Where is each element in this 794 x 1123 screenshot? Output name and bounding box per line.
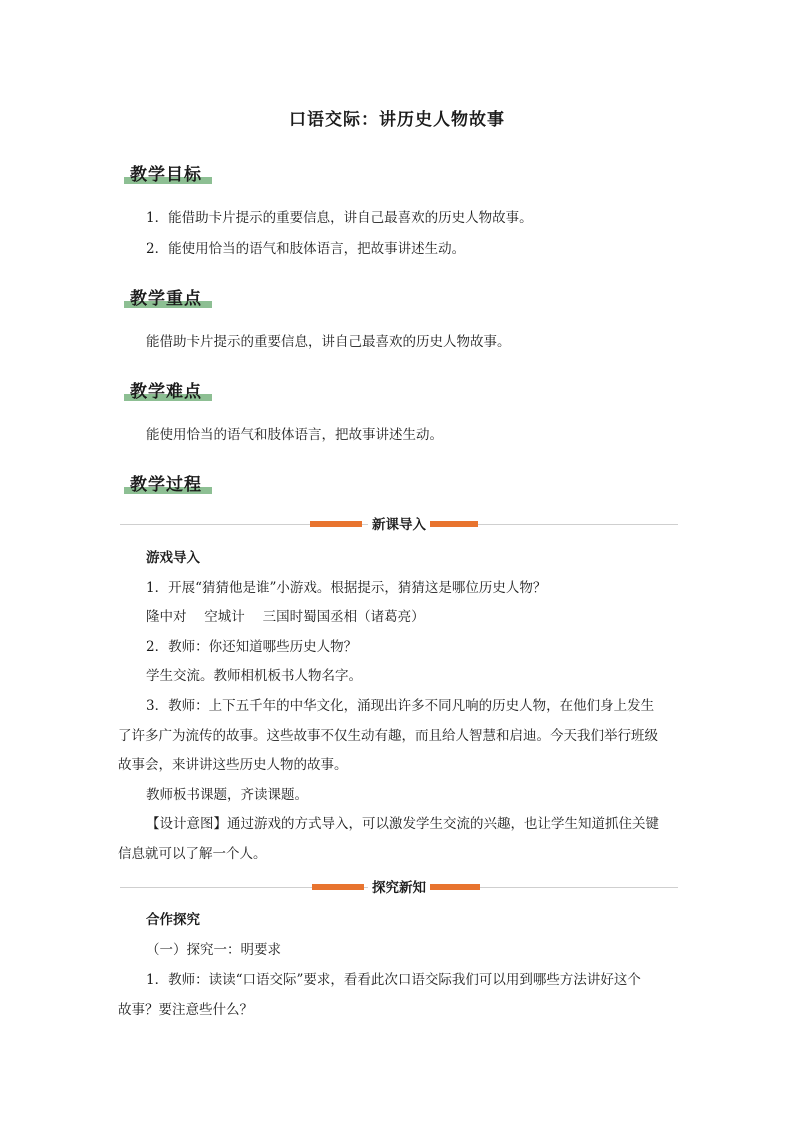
divider-label: 探究新知: [368, 876, 430, 896]
divider-intro: [120, 513, 678, 535]
section-heading-process: 教学过程: [124, 470, 202, 496]
divider-explore: [120, 876, 678, 898]
section-heading-focus: 教学重点: [124, 284, 202, 310]
paragraph-line: 1．开展“猜猜他是谁”小游戏。根据提示，猜猜这是哪位历史人物？: [146, 580, 547, 596]
divider-label: 新课导入: [368, 513, 430, 533]
paragraph-line: 信息就可以了解一个人。: [118, 846, 267, 862]
goal-item-2: 2．能使用恰当的语气和肢体语言，把故事讲述生动。: [146, 241, 466, 257]
paragraph-line: 3．教师：上下五千年的中华文化，涌现出许多不同凡响的历史人物，在他们身上发生: [146, 698, 655, 714]
subheading-game-intro: 游戏导入: [146, 550, 200, 566]
page-title: 口语交际：讲历史人物故事: [289, 110, 505, 130]
section-heading-difficulty: 教学难点: [124, 377, 202, 403]
goal-item-1: 1．能借助卡片提示的重要信息，讲自己最喜欢的历史人物故事。: [146, 210, 533, 226]
paragraph-line: 2．教师：你还知道哪些历史人物？: [146, 639, 358, 655]
paragraph-line: 了许多广为流传的故事。这些故事不仅生动有趣，而且给人智慧和启迪。今天我们举行班级: [118, 728, 658, 744]
paragraph-line: 学生交流。教师相机板书人物名字。: [146, 668, 362, 684]
paragraph-line: 1．教师：读读“口语交际”要求，看看此次口语交际我们可以用到哪些方法讲好这个: [146, 972, 641, 988]
subheading-cooperative: 合作探究: [146, 912, 200, 928]
difficulty-text: 能使用恰当的语气和肢体语言，把故事讲述生动。: [146, 427, 443, 443]
paragraph-line: 教师板书课题，齐读课题。: [146, 787, 308, 803]
paragraph-line: 故事？要注意些什么？: [118, 1002, 253, 1018]
paragraph-line: 隆中对 空城计 三国时蜀国丞相（诸葛亮）: [146, 609, 425, 625]
focus-text: 能借助卡片提示的重要信息，讲自己最喜欢的历史人物故事。: [146, 334, 511, 350]
paragraph-line: 故事会，来讲讲这些历史人物的故事。: [118, 757, 348, 773]
section-heading-goals: 教学目标: [124, 160, 202, 186]
paragraph-line: （一）探究一：明要求: [146, 942, 281, 958]
design-intent-line: 【设计意图】通过游戏的方式导入，可以激发学生交流的兴趣，也让学生知道抓住关键: [146, 816, 659, 832]
